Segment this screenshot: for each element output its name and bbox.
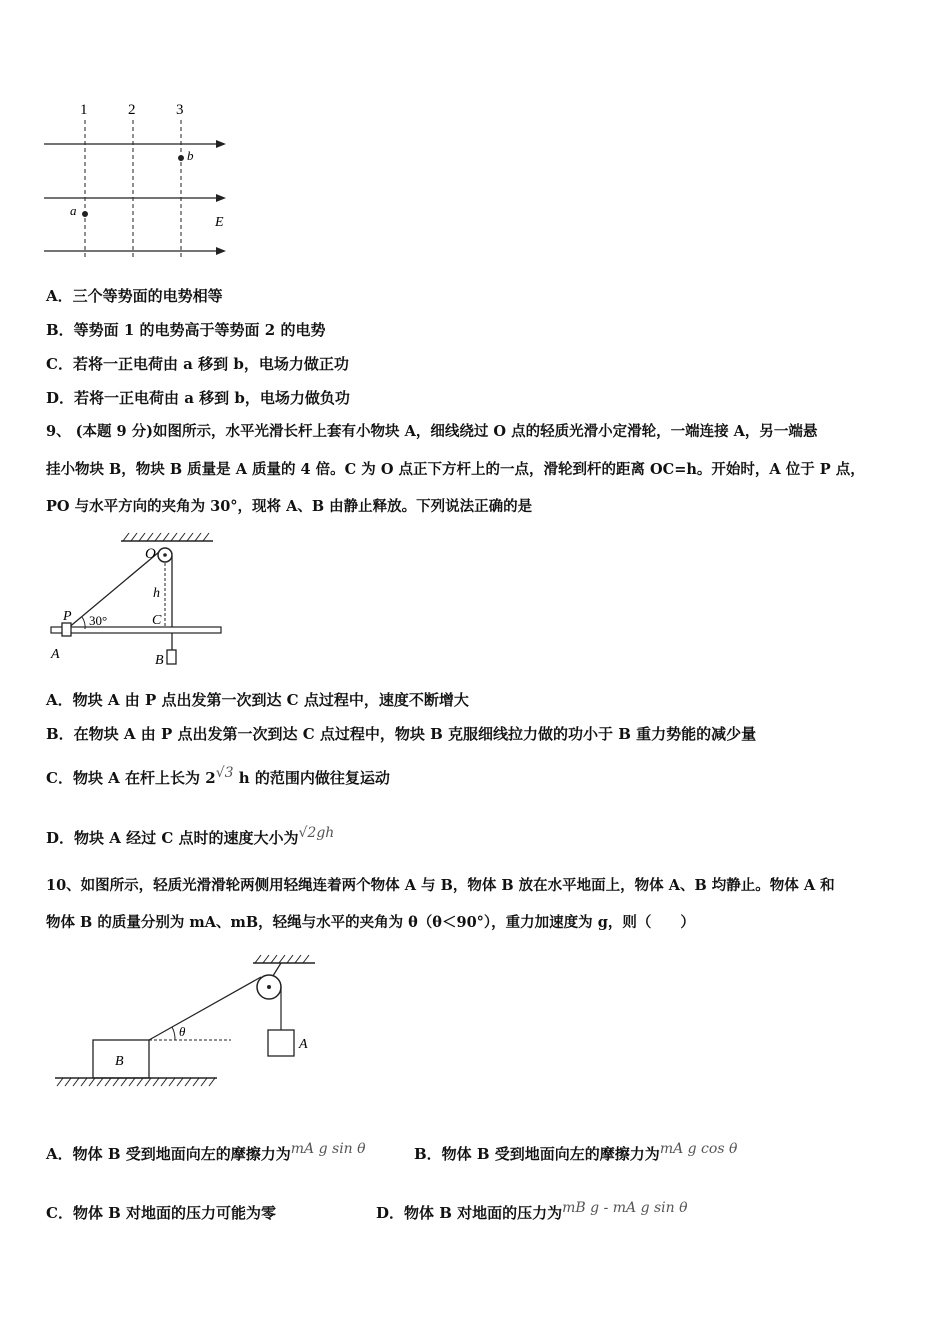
- q10-option-c: C．物体 B 对地面的压力可能为零: [46, 1204, 277, 1222]
- rod: [51, 627, 221, 633]
- math-sqrt2gh: √2gh: [298, 825, 335, 841]
- label-p: P: [63, 609, 72, 624]
- q9-stem-line2: 挂小物块 B，物块 B 质量是 A 质量的 4 倍。C 为 O 点正下方杆上的一点，滑轮到杆的距离 OC=h。开始时，A 位于 P 点，: [46, 461, 865, 478]
- q8-option-a: A．三个等势面的电势相等: [46, 287, 223, 305]
- q8-option-b: B．等势面 1 的电势高于等势面 2 的电势: [46, 321, 326, 339]
- q10-stem-line1: 10、如图所示，轻质光滑滑轮两侧用轻绳连着两个物体 A 与 B，物体 B 放在水平地面上，物体 A、B 均静止。物体 A 和: [46, 877, 835, 894]
- q9-option-b: B．在物块 A 由 P 点出发第一次到达 C 点过程中，物块 B 克服细线拉力做的功小于 B 重力势能的减少量: [46, 725, 757, 743]
- label-h: h: [153, 586, 160, 601]
- q9-stem-line1: 9、 (本题 9 分)如图所示，水平光滑长杆上套有小物块 A，细线绕过 O 点的轻质光滑小定滑轮，一端连接 A，另一端悬: [46, 423, 818, 440]
- point-b: [178, 155, 184, 161]
- math-sqrt3: √3: [215, 765, 234, 781]
- figure-pulley-blocks: [45, 950, 325, 1090]
- arrow-icon: [216, 247, 226, 255]
- figure-pulley-rod: [45, 528, 245, 678]
- math-mb-g-minus: mB g - mA g sin θ: [562, 1200, 688, 1216]
- q10-option-a: A．物体 B 受到地面向左的摩擦力为mA g sin θ: [46, 1141, 366, 1163]
- q9-option-c: C．物块 A 在杆上长为 2√3 h 的范围内做往复运动: [46, 765, 390, 787]
- q9-option-a: A．物块 A 由 P 点出发第一次到达 C 点过程中，速度不断增大: [46, 691, 469, 709]
- string-po: [67, 552, 159, 629]
- label-o: O: [145, 546, 156, 562]
- field-label-e: E: [215, 215, 224, 230]
- q9-option-d: D．物块 A 经过 C 点时的速度大小为√2gh: [46, 825, 335, 847]
- block-a: [268, 1030, 294, 1056]
- line-label-3: 3: [176, 102, 184, 118]
- q8-option-d: D．若将一正电荷由 a 移到 b，电场力做负功: [46, 389, 350, 407]
- label-c: C: [152, 613, 162, 628]
- label-theta: θ: [179, 1024, 186, 1039]
- point-a-label: a: [70, 203, 77, 218]
- line-label-1: 1: [80, 102, 88, 118]
- q9-stem-line3: PO 与水平方向的夹角为 30°，现将 A、B 由静止释放。下列说法正确的是: [46, 498, 533, 515]
- label-b: B: [155, 653, 164, 668]
- label-b: B: [115, 1054, 124, 1069]
- math-ma-g-cos: mA g cos θ: [659, 1141, 738, 1157]
- q10-option-d: D．物体 B 对地面的压力为mB g - mA g sin θ: [376, 1200, 688, 1222]
- point-b-label: b: [187, 148, 194, 163]
- math-ma-g-sin: mA g sin θ: [290, 1141, 366, 1157]
- line-label-2: 2: [128, 102, 136, 118]
- rope-to-b: [149, 977, 261, 1040]
- block-a: [62, 623, 71, 636]
- block-b: [167, 650, 176, 664]
- q10-stem-line2: 物体 B 的质量分别为 mA、mB，轻绳与水平的夹角为 θ（θ＜90°），重力加速度为 g，则（ ）: [46, 914, 695, 931]
- label-a: A: [51, 647, 60, 662]
- arrow-icon: [216, 194, 226, 202]
- q8-option-c: C．若将一正电荷由 a 移到 b，电场力做正功: [46, 355, 349, 373]
- label-a: A: [299, 1037, 308, 1052]
- q10-option-b: B．物体 B 受到地面向左的摩擦力为mA g cos θ: [414, 1141, 738, 1163]
- arrow-icon: [216, 140, 226, 148]
- label-angle: 30°: [89, 613, 108, 628]
- theta-arc: [172, 1027, 175, 1040]
- figure-equipotential: [40, 98, 280, 258]
- point-a: [82, 211, 88, 217]
